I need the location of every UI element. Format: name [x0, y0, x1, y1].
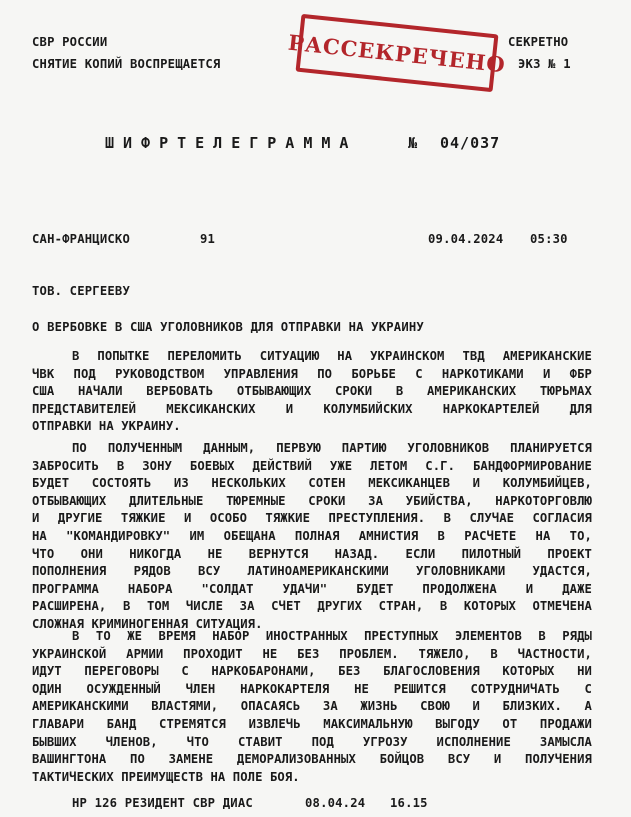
paragraph-line: ГЛАВАРИ БАНД СТРЕМЯТСЯ ИЗВЛЕЧЬ МАКСИМАЛЬНУЮ ВЫГОДУ ОТ ПРОДАЖИ	[32, 716, 592, 731]
header-copy-number: ЭКЗ № 1	[518, 57, 571, 71]
dispatch-city: САН-ФРАНЦИСКО	[32, 232, 130, 246]
title-number-sign: №	[408, 134, 418, 152]
paragraph-line: ОДИН ОСУЖДЕННЫЙ ЧЛЕН НАРКОКАРТЕЛЯ НЕ РЕШИТСЯ СОТРУДНИЧАТЬ С	[32, 681, 592, 696]
paragraph-line: ОТБЫВАЮЩИХ ДЛИТЕЛЬНЫЕ ТЮРЕМНЫЕ СРОКИ ЗА УБИЙСТВА, НАРКОТОРГОВЛЮ	[32, 493, 592, 508]
dispatch-time: 05:30	[530, 232, 568, 246]
dispatch-date: 09.04.2024	[428, 232, 504, 246]
paragraph-line: ПО ПОЛУЧЕННЫМ ДАННЫМ, ПЕРВУЮ ПАРТИЮ УГОЛОВНИКОВ ПЛАНИРУЕТСЯ	[72, 441, 592, 455]
paragraph-3	[32, 628, 592, 786]
footer-time: 16.15	[390, 796, 428, 810]
paragraph-line: В ПОПЫТКЕ ПЕРЕЛОМИТЬ СИТУАЦИЮ НА УКРАИНСКОМ ТВД АМЕРИКАНСКИЕ	[72, 349, 592, 363]
paragraph-line: ИДУТ ПЕРЕГОВОРЫ С НАРКОБАРОНАМИ, БЕЗ БЛАГОСЛОВЕНИЯ КОТОРЫХ НИ	[32, 664, 592, 679]
header-org: СВР РОССИИ	[32, 35, 108, 49]
addressee: ТОВ. СЕРГЕЕВУ	[32, 284, 130, 298]
telegram-number: 04/037	[440, 134, 501, 152]
subject-line: О ВЕРБОВКЕ В США УГОЛОВНИКОВ ДЛЯ ОТПРАВКИ НА УКРАИНУ	[32, 320, 424, 334]
paragraph-line: УКРАИНСКОЙ АРМИИ ПРОХОДИТ НЕ БЕЗ ПРОБЛЕМ. ТЯЖЕЛО, В ЧАСТНОСТИ,	[32, 646, 592, 661]
paragraph-line: ТАКТИЧЕСКИХ ПРЕИМУЩЕСТВ НА ПОЛЕ БОЯ.	[32, 769, 300, 784]
footer-date: 08.04.24	[305, 796, 366, 810]
paragraph-line: ЧТО ОНИ НИКОГДА НЕ ВЕРНУТСЯ НАЗАД. ЕСЛИ ПИЛОТНЫЙ ПРОЕКТ	[32, 546, 592, 561]
stamp-text: РАССЕКРЕЧЕНО	[287, 29, 507, 77]
paragraph-line: СЛОЖНАЯ КРИМИНОГЕННАЯ СИТУАЦИЯ.	[32, 616, 263, 631]
document-title: ШИФРТЕЛЕГРАММА	[105, 134, 358, 152]
paragraph-line: ВАШИНГТОНА ПО ЗАМЕНЕ ДЕМОРАЛИЗОВАННЫХ БОЙЦОВ ВСУ И ПОЛУЧЕНИЯ	[32, 752, 592, 767]
paragraph-line: НА "КОМАНДИРОВКУ" ИМ ОБЕЩАНА ПОЛНАЯ АМНИСТИЯ В РАСЧЕТЕ НА ТО,	[32, 528, 592, 543]
paragraph-line: И ДРУГИЕ ТЯЖКИЕ И ОСОБО ТЯЖКИЕ ПРЕСТУПЛЕНИЯ. В СЛУЧАЕ СОГЛАСИЯ	[32, 511, 592, 526]
paragraph-1	[32, 348, 592, 436]
declassified-stamp	[287, 14, 507, 92]
paragraph-line: АМЕРИКАНСКИМИ ВЛАСТЯМИ, ОПАСАЯСЬ ЗА ЖИЗНЬ СВОЮ И БЛИЗКИХ. А	[32, 699, 592, 714]
paragraph-line: ОТПРАВКИ НА УКРАИНУ.	[32, 419, 181, 434]
paragraph-line: ПРЕДСТАВИТЕЛЕЙ МЕКСИКАНСКИХ И КОЛУМБИЙСКИХ НАРКОКАРТЕЛЕЙ ДЛЯ	[32, 401, 592, 416]
paragraph-2	[32, 440, 592, 634]
paragraph-line: ЗАБРОСИТЬ В ЗОНУ БОЕВЫХ ДЕЙСТВИЙ УЖЕ ЛЕТОМ С.Г. БАНДФОРМИРОВАНИЕ	[32, 458, 592, 473]
footer-signature: НР 126 РЕЗИДЕНТ СВР ДИАС	[72, 796, 253, 810]
paragraph-line: США НАЧАЛИ ВЕРБОВАТЬ ОТБЫВАЮЩИХ СРОКИ В АМЕРИКАНСКИХ ТЮРЬМАХ	[32, 384, 592, 399]
paragraph-line: БЫВШИХ ЧЛЕНОВ, ЧТО СТАВИТ ПОД УГРОЗУ ИСПОЛНЕНИЕ ЗАМЫСЛА	[32, 734, 592, 749]
dispatch-code: 91	[200, 232, 216, 246]
paragraph-line: В ТО ЖЕ ВРЕМЯ НАБОР ИНОСТРАННЫХ ПРЕСТУПНЫХ ЭЛЕМЕНТОВ В РЯДЫ	[72, 629, 592, 643]
paragraph-line: РАСШИРЕНА, В ТОМ ЧИСЛЕ ЗА СЧЕТ ДРУГИХ СТРАН, В КОТОРЫХ ОТМЕЧЕНА	[32, 599, 592, 614]
header-copy-restriction: СНЯТИЕ КОПИЙ ВОСПРЕЩАЕТСЯ	[32, 57, 221, 71]
paragraph-line: ПОПОЛНЕНИЯ РЯДОВ ВСУ ЛАТИНОАМЕРИКАНСКИМИ УГОЛОВНИКАМИ УДАСТСЯ,	[32, 564, 592, 579]
paragraph-line: БУДЕТ СОСТОЯТЬ ИЗ НЕСКОЛЬКИХ СОТЕН МЕКСИКАНЦЕВ И КОЛУМБИЙЦЕВ,	[32, 476, 592, 491]
paragraph-line: ПРОГРАММА НАБОРА "СОЛДАТ УДАЧИ" БУДЕТ ПРОДОЛЖЕНА И ДАЖЕ	[32, 581, 592, 596]
paragraph-line: ЧВК ПОД РУКОВОДСТВОМ УПРАВЛЕНИЯ ПО БОРЬБЕ С НАРКОТИКАМИ И ФБР	[32, 366, 592, 381]
header-classification: СЕКРЕТНО	[508, 35, 569, 49]
